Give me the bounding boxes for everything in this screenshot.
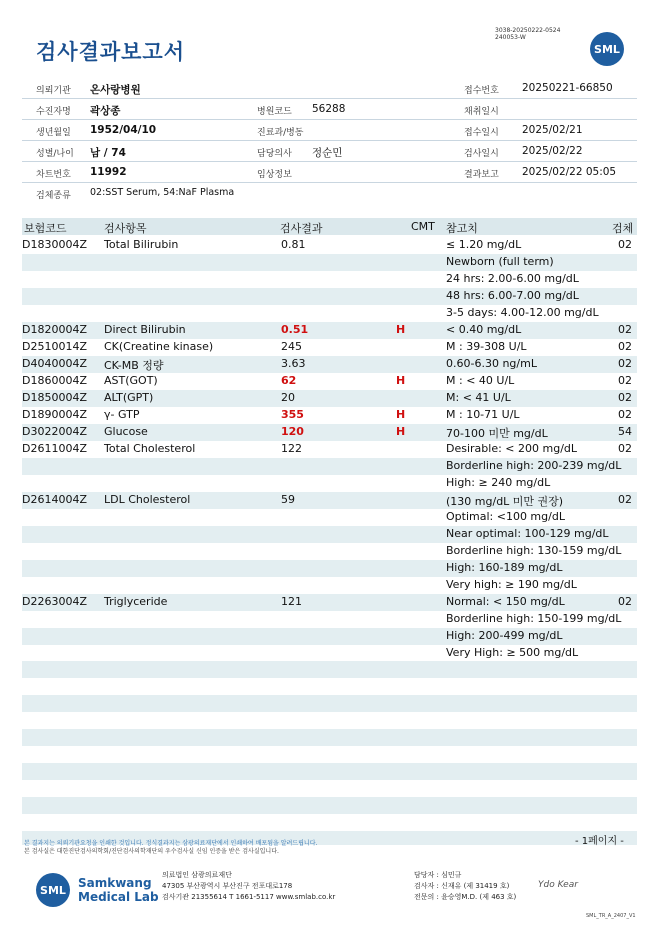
row-ref: Near optimal: 100-129 mg/dL xyxy=(446,527,609,540)
receipt-no-label: 접수번호 xyxy=(464,86,499,96)
footer-notes xyxy=(24,840,317,856)
row-spec: 54 xyxy=(618,425,632,438)
page-title: 검사결과보고서 xyxy=(36,40,186,64)
row-ref: Very High: ≥ 500 mg/dL xyxy=(446,646,579,659)
col-item-header: 검사항목 xyxy=(104,222,147,235)
empty-row-band xyxy=(22,763,637,780)
row-spec: 02 xyxy=(618,357,632,370)
info-row-2 xyxy=(22,99,637,120)
row-code: D1890004Z xyxy=(22,408,87,421)
info-row-1 xyxy=(22,78,637,99)
row-item: ALT(GPT) xyxy=(104,391,154,404)
row-ref: Very high: ≥ 190 mg/dL xyxy=(446,578,577,591)
foundation-address: 47305 부산광역시 부산진구 전포대로178 xyxy=(162,882,293,890)
footer-logo-icon: SML xyxy=(36,873,70,907)
receipt-date-value: 2025/02/21 xyxy=(522,124,583,136)
patient-value: 곽상종 xyxy=(90,105,121,117)
row-item: Total Bilirubin xyxy=(104,238,179,251)
row-spec: 02 xyxy=(618,391,632,404)
row-result: 62 xyxy=(281,374,297,387)
doctor-value: 정순민 xyxy=(312,147,343,159)
row-ref: < 0.40 mg/dL xyxy=(446,323,522,336)
footer-staff-block xyxy=(414,870,516,903)
row-result: 121 xyxy=(281,595,302,608)
sex-age-value: 남 / 74 xyxy=(90,147,126,159)
patient-label: 수진자명 xyxy=(36,107,71,117)
row-ref: Borderline high: 150-199 mg/dL xyxy=(446,612,622,625)
specialist-name: 전문의 : 윤승영M.D. (제 463 호) xyxy=(414,893,517,901)
row-ref: 0.60-6.30 ng/mL xyxy=(446,357,537,370)
birth-value: 1952/04/10 xyxy=(90,124,157,136)
row-result: 245 xyxy=(281,340,302,353)
receipt-no-value: 20250221-66850 xyxy=(522,82,613,94)
row-item: Direct Bilirubin xyxy=(104,323,186,336)
footer-brand xyxy=(78,876,159,904)
row-flag: H xyxy=(396,425,406,438)
row-result: 120 xyxy=(281,425,304,438)
info-row-4 xyxy=(22,141,637,162)
row-ref: Normal: < 150 mg/dL xyxy=(446,595,565,608)
row-flag: H xyxy=(396,323,406,336)
row-ref: M : < 40 U/L xyxy=(446,374,515,387)
row-spec: 02 xyxy=(618,442,632,455)
row-code: D2614004Z xyxy=(22,493,87,506)
row-ref: Newborn (full term) xyxy=(446,255,554,268)
document-code xyxy=(495,27,560,41)
brand-line-1: Samkwang xyxy=(78,876,152,890)
row-ref: High: 200-499 mg/dL xyxy=(446,629,563,642)
footer-note-1: 본 결과지는 의뢰기관요청을 인쇄한 것입니다. 정식결과지는 삼광의료재단에서 인쇄하여 배포됨을 알려드립니다. xyxy=(24,840,318,847)
row-code: D2263004Z xyxy=(22,595,87,608)
foundation-contact: 검사기관 21355614 T 1661-5117 www.smlab.co.kr xyxy=(162,893,336,901)
row-ref: 48 hrs: 6.00-7.00 mg/dL xyxy=(446,289,579,302)
row-spec: 02 xyxy=(618,408,632,421)
hospital-code-label: 병원코드 xyxy=(257,107,292,117)
sex-age-label: 성별/나이 xyxy=(36,149,74,159)
row-ref: 3-5 days: 4.00-12.00 mg/dL xyxy=(446,306,599,319)
row-code: D3022004Z xyxy=(22,425,87,438)
row-code: D2510014Z xyxy=(22,340,87,353)
collect-date-label: 채취일시 xyxy=(464,107,499,117)
row-ref: Borderline high: 200-239 mg/dL xyxy=(446,459,622,472)
document-code-line1: 3038-20250222-0524 xyxy=(495,27,561,34)
row-code: D1860004Z xyxy=(22,374,87,387)
specimen-label: 검체종류 xyxy=(36,191,71,201)
report-date-label: 결과보고 xyxy=(464,170,499,180)
row-spec: 02 xyxy=(618,340,632,353)
row-code: D4040004Z xyxy=(22,357,87,370)
info-row-3 xyxy=(22,120,637,141)
row-spec: 02 xyxy=(618,238,632,251)
row-ref: Desirable: < 200 mg/dL xyxy=(446,442,578,455)
row-ref: Borderline high: 130-159 mg/dL xyxy=(446,544,622,557)
row-result: 355 xyxy=(281,408,304,421)
row-ref: 70-100 미만 mg/dL xyxy=(446,427,548,440)
row-item: AST(GOT) xyxy=(104,374,158,387)
birth-label: 생년월일 xyxy=(36,128,71,138)
chart-no-value: 11992 xyxy=(90,166,127,178)
row-code: D1830004Z xyxy=(22,238,87,251)
row-code: D1820004Z xyxy=(22,323,87,336)
row-code: D2611004Z xyxy=(22,442,87,455)
empty-row-band xyxy=(22,729,637,746)
row-item: Total Cholesterol xyxy=(104,442,196,455)
clinical-label: 임상정보 xyxy=(257,170,292,180)
page-number: - 1페이지 - xyxy=(575,836,624,847)
form-code: SML_TR_A_2407_V1 xyxy=(586,913,636,919)
row-flag: H xyxy=(396,408,406,421)
test-date-label: 검사일시 xyxy=(464,149,499,159)
institution-value: 온사랑병원 xyxy=(90,84,141,96)
sml-logo-icon: SML xyxy=(590,32,624,66)
row-result: 20 xyxy=(281,391,295,404)
chart-no-label: 차트번호 xyxy=(36,170,71,180)
row-ref: ≤ 1.20 mg/dL xyxy=(446,238,522,251)
row-item: Triglyceride xyxy=(104,595,168,608)
row-flag: H xyxy=(396,374,406,387)
row-spec: 02 xyxy=(618,493,632,506)
document-code-line2: 240053-W xyxy=(495,34,526,41)
row-item: CK(Creatine kinase) xyxy=(104,340,214,353)
empty-row-band xyxy=(22,661,637,678)
row-result: 122 xyxy=(281,442,302,455)
footer-note-2: 본 검사실은 대한진단검사의학회/진단검사의학재단의 우수검사실 신임 인증을 받은 검사실입니다. xyxy=(24,848,279,855)
info-row-5 xyxy=(22,162,637,183)
row-result: 0.81 xyxy=(281,238,306,251)
row-result: 59 xyxy=(281,493,295,506)
col-spec-header: 검체 xyxy=(612,222,634,235)
col-ref-header: 참고치 xyxy=(446,222,478,235)
row-item: LDL Cholesterol xyxy=(104,493,191,506)
col-cmt-header: CMT xyxy=(411,220,435,233)
hospital-code-value: 56288 xyxy=(312,103,346,115)
row-spec: 02 xyxy=(618,595,632,608)
row-ref: 24 hrs: 2.00-6.00 mg/dL xyxy=(446,272,579,285)
row-ref: High: ≥ 240 mg/dL xyxy=(446,476,551,489)
receipt-date-label: 접수일시 xyxy=(464,128,499,138)
row-item: γ- GTP xyxy=(104,408,140,421)
row-ref: M : 39-308 U/L xyxy=(446,340,527,353)
row-item: Glucose xyxy=(104,425,148,438)
row-result: 3.63 xyxy=(281,357,306,370)
row-ref: (130 mg/dL 미만 권장) xyxy=(446,495,564,508)
row-code: D1850004Z xyxy=(22,391,87,404)
signature: Ydo Kear xyxy=(538,880,578,890)
row-ref: M: < 41 U/L xyxy=(446,391,511,404)
tester-name: 검사자 : 신재유 (제 31419 호) xyxy=(414,882,510,890)
row-result: 0.51 xyxy=(281,323,309,336)
doctor-label: 담당의사 xyxy=(257,149,292,159)
footer-address-block xyxy=(162,870,335,903)
test-date-value: 2025/02/22 xyxy=(522,145,583,157)
row-ref: M : 10-71 U/L xyxy=(446,408,520,421)
row-ref: Optimal: <100 mg/dL xyxy=(446,510,565,523)
col-code-header: 보험코드 xyxy=(24,222,67,235)
row-spec: 02 xyxy=(618,323,632,336)
row-item: CK-MB 정량 xyxy=(104,359,164,372)
results-table-header xyxy=(22,218,637,235)
col-result-header: 검사결과 xyxy=(280,222,323,235)
manager-name: 담당자 : 심민규 xyxy=(414,871,462,879)
empty-row-band xyxy=(22,797,637,814)
row-ref: High: 160-189 mg/dL xyxy=(446,561,563,574)
info-row-6 xyxy=(22,183,637,203)
dept-label: 진료과/병동 xyxy=(257,128,304,138)
foundation-name: 의료법인 삼광의료재단 xyxy=(162,871,232,879)
specimen-value: 02:SST Serum, 54:NaF Plasma xyxy=(90,187,235,198)
brand-line-2: Medical Lab xyxy=(78,890,159,904)
institution-label: 의뢰기관 xyxy=(36,86,71,96)
row-spec: 02 xyxy=(618,374,632,387)
report-date-value: 2025/02/22 05:05 xyxy=(522,166,617,178)
empty-row-band xyxy=(22,695,637,712)
